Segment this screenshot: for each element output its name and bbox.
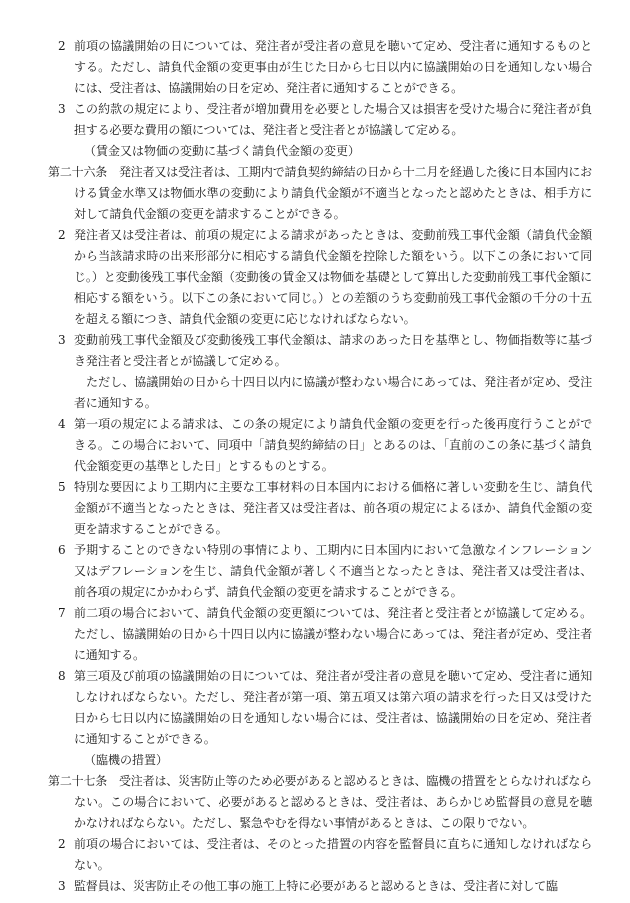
article-number: 第二十六条 bbox=[48, 165, 108, 179]
clause-number: 3 bbox=[58, 102, 66, 116]
clause-number: 2 bbox=[58, 228, 66, 242]
clause-text: 前項の場合においては、受注者は、そのとった措置の内容を監督員に直ちに通知しなければならない。 bbox=[74, 837, 592, 872]
clause-text: 前二項の場合において、請負代金額の変更額については、発注者と受注者とが協議して定める。ただし、協議開始の日から十四日以内に協議が整わない場合にあっては、発注者が定め、受注者に通知する。 bbox=[74, 606, 592, 662]
article-26-heading: （賃金又は物価の変動に基づく請負代金額の変更） bbox=[84, 144, 361, 158]
clause-25-3 bbox=[58, 99, 592, 141]
article-text: 受注者は、災害防止等のため必要があると認めるときは、臨機の措置をとらなければならない。この場合において、必要があると認めるときは、受注者は、あらかじめ監督員の意見を聴かなければならない。ただし、緊急やむを得ない事情があるときは、この限りでない。 bbox=[74, 774, 592, 830]
clause-26-4 bbox=[58, 414, 592, 477]
clause-number: 2 bbox=[58, 837, 66, 851]
clause-number: 3 bbox=[58, 333, 66, 347]
clause-number: 7 bbox=[58, 606, 66, 620]
article-27 bbox=[48, 771, 592, 834]
clause-26-6 bbox=[58, 540, 592, 603]
clause-25-2 bbox=[58, 36, 592, 99]
article-number: 第二十七条 bbox=[48, 774, 108, 788]
clause-number: 5 bbox=[58, 480, 66, 494]
clause-text: 監督員は、災害防止その他工事の施工上特に必要があると認めるときは、受注者に対して臨 bbox=[74, 879, 558, 893]
clause-text: 発注者又は受注者は、前項の規定による請求があったときは、変動前残工事代金額（請負代金額から当該請求時の出来形部分に相応する請負代金額を控除した額をいう。以下この条において同じ。）と変動後残工事代金額（変動後の賃金又は物価を基礎として算出した変動前残工事代金額に相応する額をいう。以下この条において同じ。）との差額のうち変動前残工事代金額の千分の十五を超える額につき、請負代金額の変更に応じなければならない。 bbox=[74, 228, 592, 326]
clause-number: 6 bbox=[58, 543, 66, 557]
clause-27-2 bbox=[58, 834, 592, 876]
clause-number: 8 bbox=[58, 669, 66, 683]
article-text: 発注者又は受注者は、工期内で請負契約締結の日から十二月を経過した後に日本国内における賃金水準又は物価水準の変動により請負代金額が不適当となったと認めたときは、相手方に対して請負代金額の変更を請求することができる。 bbox=[74, 165, 592, 221]
clause-text: この約款の規定により、受注者が増加費用を必要とした場合又は損害を受けた場合に発注者が負担する必要な費用の額については、発注者と受注者とが協議して定める。 bbox=[74, 102, 592, 137]
clause-number: 2 bbox=[58, 39, 66, 53]
clause-number: 4 bbox=[58, 417, 66, 431]
clause-text: 予期することのできない特別の事情により、工期内に日本国内において急激なインフレーション又はデフレーションを生じ、請負代金額が著しく不適当となったときは、発注者又は受注者は、前各項の規定にかかわらず、請負代金額の変更を請求することができる。 bbox=[74, 543, 592, 599]
clause-text: 前項の協議開始の日については、発注者が受注者の意見を聴いて定め、受注者に通知するものとする。ただし、請負代金額の変更事由が生じた日から七日以内に協議開始の日を通知しない場合には、受注者は、協議開始の日を定め、発注者に通知することができる。 bbox=[74, 39, 592, 95]
clause-text: 第三項及び前項の協議開始の日については、発注者が受注者の意見を聴いて定め、受注者に通知しなければならない。ただし、発注者が第一項、第五項又は第六項の請求を行った日又は受けた日から七日以内に協議開始の日を通知しない場合には、受注者は、協議開始の日を定め、発注者に通知することができる。 bbox=[74, 669, 592, 746]
clause-26-3-continuation: ただし、協議開始の日から十四日以内に協議が整わない場合にあっては、発注者が定め、受注者に通知する。 bbox=[74, 375, 592, 410]
clause-26-8 bbox=[58, 666, 592, 750]
clause-text: 変動前残工事代金額及び変動後残工事代金額は、請求のあった日を基準とし、物価指数等に基づき発注者と受注者とが協議して定める。 bbox=[74, 333, 592, 368]
clause-text: 特別な要因により工期内に主要な工事材料の日本国内における価格に著しい変動を生じ、請負代金額が不適当となったときは、発注者又は受注者は、前各項の規定によるほか、請負代金額の変更を請求することができる。 bbox=[74, 480, 592, 536]
clause-26-2 bbox=[58, 225, 592, 330]
clause-26-5 bbox=[58, 477, 592, 540]
clause-26-7 bbox=[58, 603, 592, 666]
article-27-heading: （臨機の措置） bbox=[84, 753, 169, 767]
clause-26-3 bbox=[58, 330, 592, 372]
clause-text: 第一項の規定による請求は、この条の規定により請負代金額の変更を行った後再度行うことができる。この場合において、同項中「請負契約締結の日」とあるのは、「直前のこの条に基づく請負代金額変更の基準とした日」とするものとする。 bbox=[74, 417, 592, 473]
clause-number: 3 bbox=[58, 879, 66, 893]
clause-27-3 bbox=[58, 876, 592, 897]
article-26 bbox=[48, 162, 592, 225]
